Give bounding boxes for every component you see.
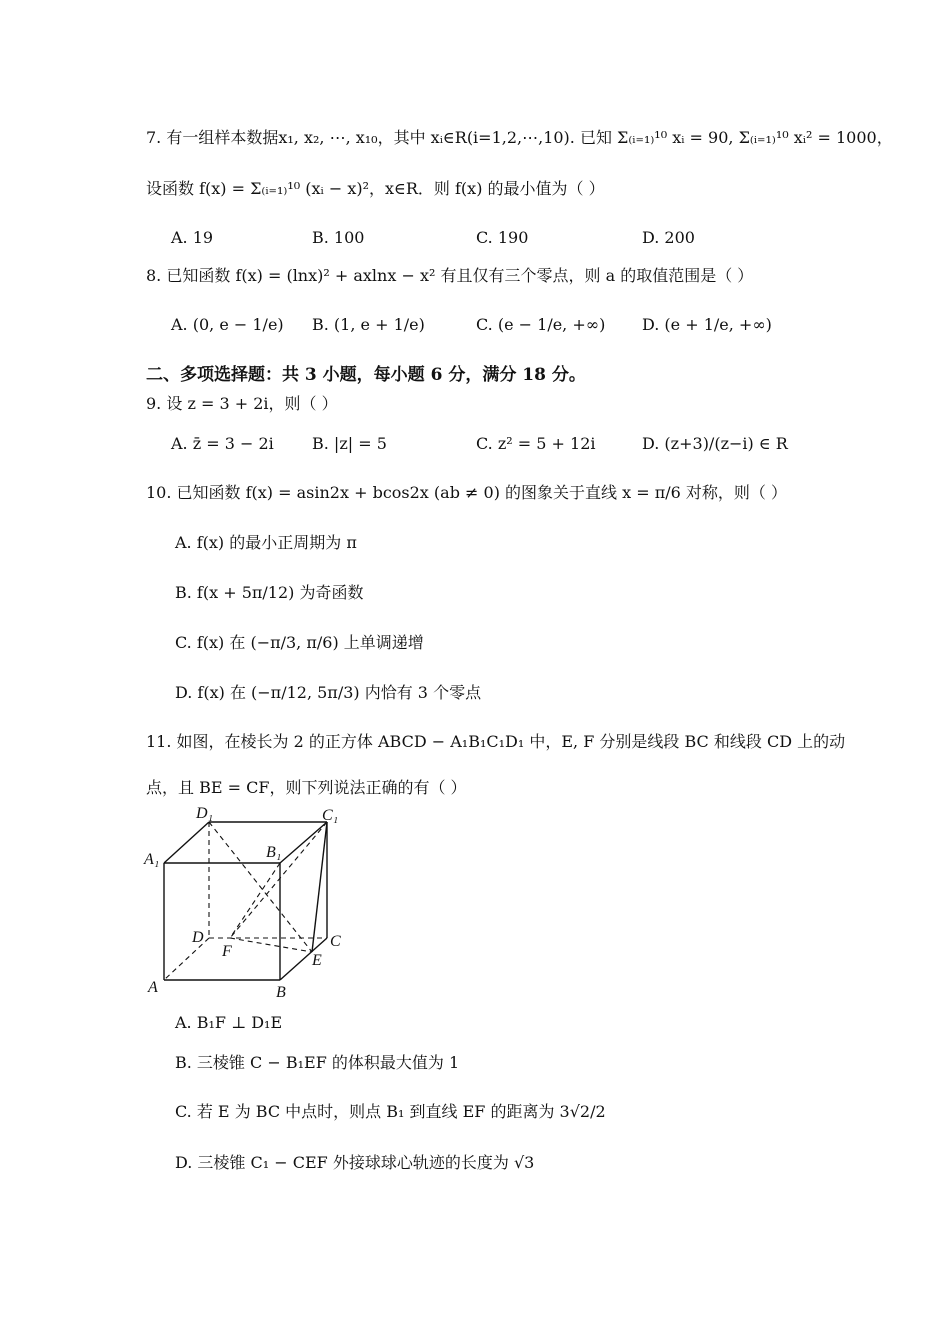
segment-c1f [230, 822, 327, 938]
q10-option-a: A. f(x) 的最小正周期为 π [175, 533, 357, 552]
label-b: B [276, 984, 286, 1001]
label-e: E [312, 952, 322, 969]
section-heading: 二、多项选择题：共 3 小题，每小题 6 分，满分 18 分。 [146, 365, 586, 385]
q9-option-a: A. z̄ = 3 − 2i [171, 434, 274, 453]
label-d: D [192, 929, 204, 946]
q7-option-a: A. 19 [171, 228, 214, 247]
q9-line1: 9. 设 z = 3 + 2i，则（ ） [146, 394, 338, 413]
q7-line1: 7. 有一组样本数据x₁, x₂, ⋯, x₁₀，其中 xᵢ∈R(i=1,2,⋯,10). 已知 Σ₍ᵢ₌₁₎¹⁰ xᵢ = 90, Σ₍ᵢ₌₁₎¹⁰ xᵢ² = 1000， [146, 128, 893, 147]
label-a: A [148, 979, 158, 996]
q9-option-d: D. (z+3)/(z−i) ∈ R [642, 434, 788, 453]
segment-b1f [230, 863, 280, 938]
label-a1: A₁ [144, 851, 160, 868]
cube-figure [140, 800, 360, 1010]
segment-c1e [312, 822, 327, 952]
edge-c1b1 [280, 822, 327, 863]
q10-option-c: C. f(x) 在 (−π/3, π/6) 上单调递增 [175, 633, 424, 652]
q7-option-c: C. 190 [476, 228, 529, 247]
edge-a1d1 [164, 822, 209, 863]
q11-option-a: A. B₁F ⊥ D₁E [175, 1013, 283, 1032]
label-b1: B₁ [266, 844, 282, 861]
q11-option-d: D. 三棱锥 C₁ − CEF 外接球球心轨迹的长度为 √3 [175, 1153, 535, 1172]
q8-option-d: D. (e + 1/e, +∞) [642, 315, 772, 334]
label-f: F [222, 943, 232, 960]
segment-d1e [209, 822, 312, 952]
q9-option-b: B. |z| = 5 [312, 434, 387, 453]
q11-line2: 点，且 BE = CF，则下列说法正确的有（ ） [146, 778, 467, 797]
q8-option-c: C. (e − 1/e, +∞) [476, 315, 606, 334]
q11-option-b: B. 三棱锥 C − B₁EF 的体积最大值为 1 [175, 1053, 460, 1072]
q8-line1: 8. 已知函数 f(x) = (lnx)² + axlnx − x² 有且仅有三个零点，则 a 的取值范围是（ ） [146, 266, 754, 285]
q10-option-b: B. f(x + 5π/12) 为奇函数 [175, 583, 364, 602]
q7-line2: 设函数 f(x) = Σ₍ᵢ₌₁₎¹⁰ (xᵢ − x)²，x∈R．则 f(x) 的最小值为（ ） [146, 179, 605, 198]
q10-line1: 10. 已知函数 f(x) = asin2x + bcos2x (ab ≠ 0) 的图象关于直线 x = π/6 对称，则（ ） [146, 483, 787, 502]
q10-option-d: D. f(x) 在 (−π/12, 5π/3) 内恰有 3 个零点 [175, 683, 482, 702]
label-d1: D₁ [196, 805, 214, 822]
q11-option-c: C. 若 E 为 BC 中点时，则点 B₁ 到直线 EF 的距离为 3√2/2 [175, 1102, 606, 1121]
q11-line1: 11. 如图，在棱长为 2 的正方体 ABCD − A₁B₁C₁D₁ 中，E, F 分别是线段 BC 和线段 CD 上的动 [146, 732, 846, 751]
q7-option-b: B. 100 [312, 228, 365, 247]
q8-option-b: B. (1, e + 1/e) [312, 315, 425, 334]
q8-option-a: A. (0, e − 1/e) [171, 315, 284, 334]
q7-option-d: D. 200 [642, 228, 695, 247]
label-c: C [330, 933, 341, 950]
label-c1: C₁ [322, 807, 339, 824]
segment-fe [230, 938, 312, 952]
q9-option-c: C. z² = 5 + 12i [476, 434, 596, 453]
